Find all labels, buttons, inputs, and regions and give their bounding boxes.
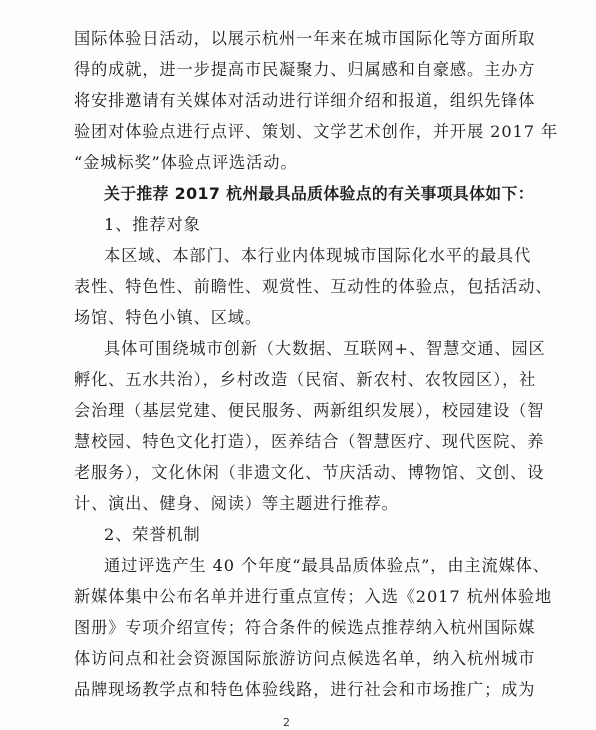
paragraph-line-11: 具体可围绕城市创新（大数据、互联网+、智慧交通、园区 [104, 339, 546, 358]
section-heading-recommend-target: 1、推荐对象 [104, 215, 201, 234]
section-intro-heading: 关于推荐 2017 杭州最具品质体验点的有关事项具体如下： [104, 184, 534, 203]
paragraph-line-21: 体访问点和社会资源国际旅游访问点候选名单，纳入杭州城市 [74, 649, 536, 668]
section-heading-honor-mechanism: 2、荣誉机制 [104, 525, 201, 544]
paragraph-line-2: 得的成就，进一步提高市民凝聚力、归属感和自豪感。主办方 [74, 60, 536, 79]
paragraph-line-1: 国际体验日活动，以展示杭州一年来在城市国际化等方面所取 [74, 29, 536, 48]
paragraph-line-18: 通过评选产生 40 个年度“最具品质体验点”，由主流媒体、 [104, 556, 550, 575]
paragraph-line-16: 计、演出、健身、阅读）等主题进行推荐。 [74, 494, 399, 513]
paragraph-line-5: “金城标奖”体验点评选活动。 [74, 153, 298, 172]
paragraph-line-10: 场馆、特色小镇、区域。 [74, 308, 262, 327]
paragraph-line-8: 本区域、本部门、本行业内体现城市国际化水平的最具代 [104, 246, 532, 265]
paragraph-line-22: 品牌现场教学点和特色体验线路，进行社会和市场推广；成为 [74, 680, 536, 699]
paragraph-line-19: 新媒体集中公布名单并进行重点宣传；入选《2017 杭州体验地 [74, 587, 553, 606]
paragraph-line-20: 图册》专项介绍宣传；符合条件的候选点推荐纳入杭州国际媒 [74, 618, 536, 637]
paragraph-line-4: 验团对体验点进行点评、策划、文学艺术创作，并开展 2017 年 [74, 122, 559, 141]
paragraph-line-13: 会治理（基层党建、便民服务、两新组织发展），校园建设（智 [74, 401, 545, 420]
paragraph-line-3: 将安排邀请有关媒体对活动进行详细介绍和报道，组织先锋体 [74, 91, 536, 110]
paragraph-line-12: 孵化、五水共治），乡村改造（民宿、新农村、农牧园区），社 [74, 370, 537, 389]
page-number: 2 [283, 716, 290, 729]
paragraph-line-15: 老服务），文化休闲（非遗文化、节庆活动、博物馆、文创、设 [74, 463, 545, 482]
paragraph-line-14: 慧校园、特色文化打造），医养结合（智慧医疗、现代医院、养 [74, 432, 545, 451]
paragraph-line-9: 表性、特色性、前瞻性、观赏性、互动性的体验点，包括活动、 [74, 277, 553, 296]
